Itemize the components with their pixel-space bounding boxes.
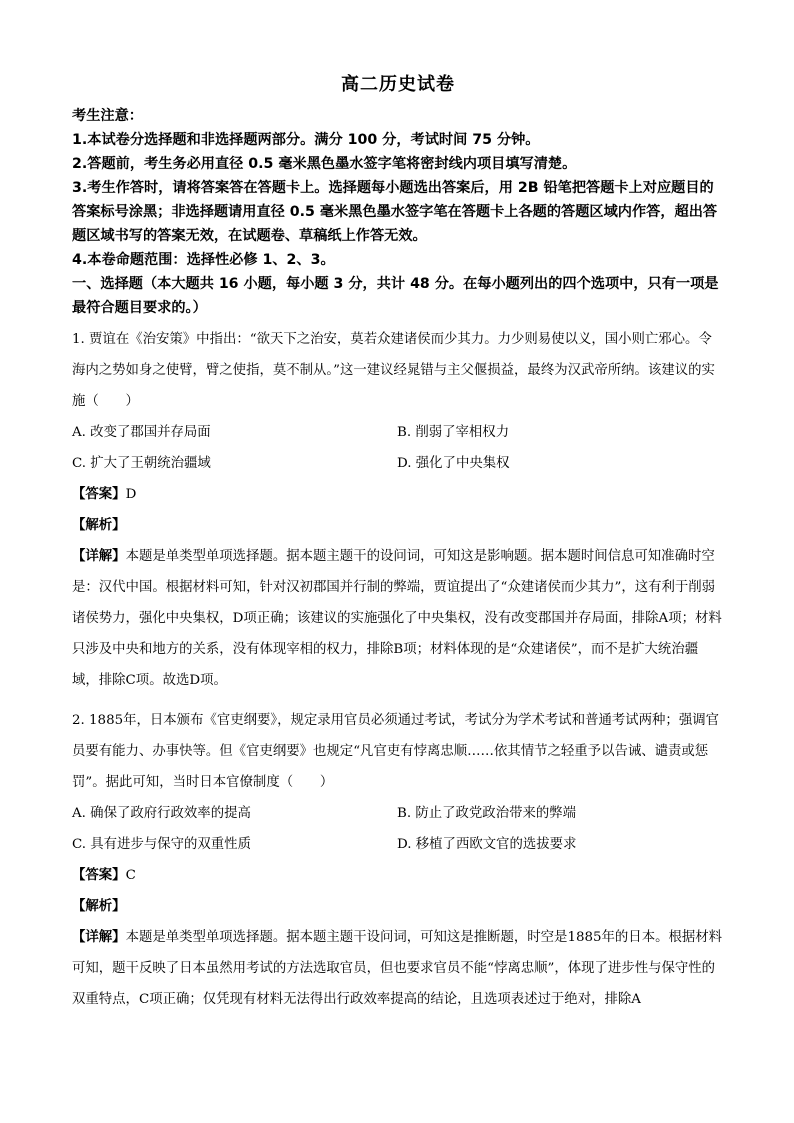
page-title: 高二历史试卷 <box>341 74 455 95</box>
section-heading: 一、选择题（本大题共 16 小题，每小题 3 分，共计 48 分。在每小题列出的四个选项中，只有一项是最符合题目要求的。） <box>72 276 719 316</box>
answer-value: D <box>125 487 137 502</box>
answer-line <box>72 479 724 510</box>
notice-item: 1.本试卷分选择题和非选择题两部分。满分 100 分，考试时间 75 分钟。 <box>72 132 540 148</box>
question-1 <box>72 324 724 696</box>
analysis-label: 【解析】 <box>72 517 126 533</box>
options-grid <box>72 798 724 860</box>
answer-label: 【答案】 <box>72 867 126 883</box>
option-b: B. 防止了政党政治带来的弊端 <box>397 806 577 821</box>
notice-block <box>72 104 724 320</box>
option-d: D. 移植了西欧文官的选拔要求 <box>397 837 577 852</box>
option-d: D. 强化了中央集权 <box>397 456 510 471</box>
detail-label: 【详解】 <box>72 548 126 564</box>
notice-item: 3.考生作答时，请将答案答在答题卡上。选择题每小题选出答案后，用 2B 铅笔把答题卡上对应题目的答案标号涂黑；非选择题请用直径 0.5 毫米黑色墨水签字笔在答题卡上各题的答题区域内作答，超出答题区域书写的答案无效，在试题卷、草稿纸上作答无效。 <box>72 180 718 244</box>
detail-text: 本题是单类型单项选择题。据本题主题干设问词，可知这是推断题，时空是1885年的日本。根据材料可知，题干反映了日本虽然用考试的方法选取官员，但也要求官员不能“悖离忠顺”，体现了进步性与保守性的双重特点，C项正确；仅凭现有材料无法得出行政效率提高的结论，且选项表述过于绝对，排除A <box>72 930 723 1007</box>
options-grid <box>72 417 724 479</box>
question-2 <box>72 705 724 1015</box>
option-b: B. 削弱了宰相权力 <box>397 425 510 440</box>
question-stem: 2. 1885年，日本颁布《官吏纲要》，规定录用官员必须通过考试，考试分为学术考试和普通考试两种；强调官员要有能力、办事快等。但《官吏纲要》也规定“凡官吏有悖离忠顺……依其情节之轻重予以告诫、谴责或惩罚”。据此可知，当时日本官僚制度（ ） <box>72 713 719 790</box>
option-c: C. 扩大了王朝统治疆域 <box>72 456 211 471</box>
question-stem: 1. 贾谊在《治安策》中指出：“欲天下之治安，莫若众建诸侯而少其力。力少则易使以义，国小则亡邪心。令海内之势如身之使臂，臂之使指，莫不制从。”这一建议经晁错与主父偃损益，最终为汉武帝所纳。该建议的实施（ ） <box>72 332 715 409</box>
detail-paragraph <box>72 541 724 696</box>
notice-item: 2.答题前，考生务必用直径 0.5 毫米黑色墨水签字笔将密封线内项目填写清楚。 <box>72 156 577 172</box>
answer-label: 【答案】 <box>72 486 126 502</box>
notice-item: 4.本卷命题范围：选择性必修 1、2、3。 <box>72 252 335 268</box>
answer-value: C <box>125 868 136 883</box>
option-a: A. 确保了政府行政效率的提高 <box>72 806 251 821</box>
answer-line <box>72 860 724 891</box>
analysis-label: 【解析】 <box>72 898 126 914</box>
notice-heading: 考生注意： <box>72 108 143 124</box>
detail-paragraph <box>72 922 724 1015</box>
option-a: A. 改变了郡国并存局面 <box>72 425 211 440</box>
detail-text: 本题是单类型单项选择题。据本题主题干的设问词，可知这是影响题。据本题时间信息可知准确时空是：汉代中国。根据材料可知，针对汉初郡国并行制的弊端，贾谊提出了“众建诸侯而少其力”，这有利于削弱诸侯势力，强化中央集权，D项正确；该建议的实施强化了中央集权，没有改变郡国并存局面，排除A项；材料只涉及中央和地方的关系，没有体现宰相的权力，排除B项；材料体现的是“众建诸侯”，而不是扩大统治疆域，排除C项。故选D项。 <box>72 549 722 688</box>
option-c: C. 具有进步与保守的双重性质 <box>72 837 251 852</box>
detail-label: 【详解】 <box>72 929 126 945</box>
